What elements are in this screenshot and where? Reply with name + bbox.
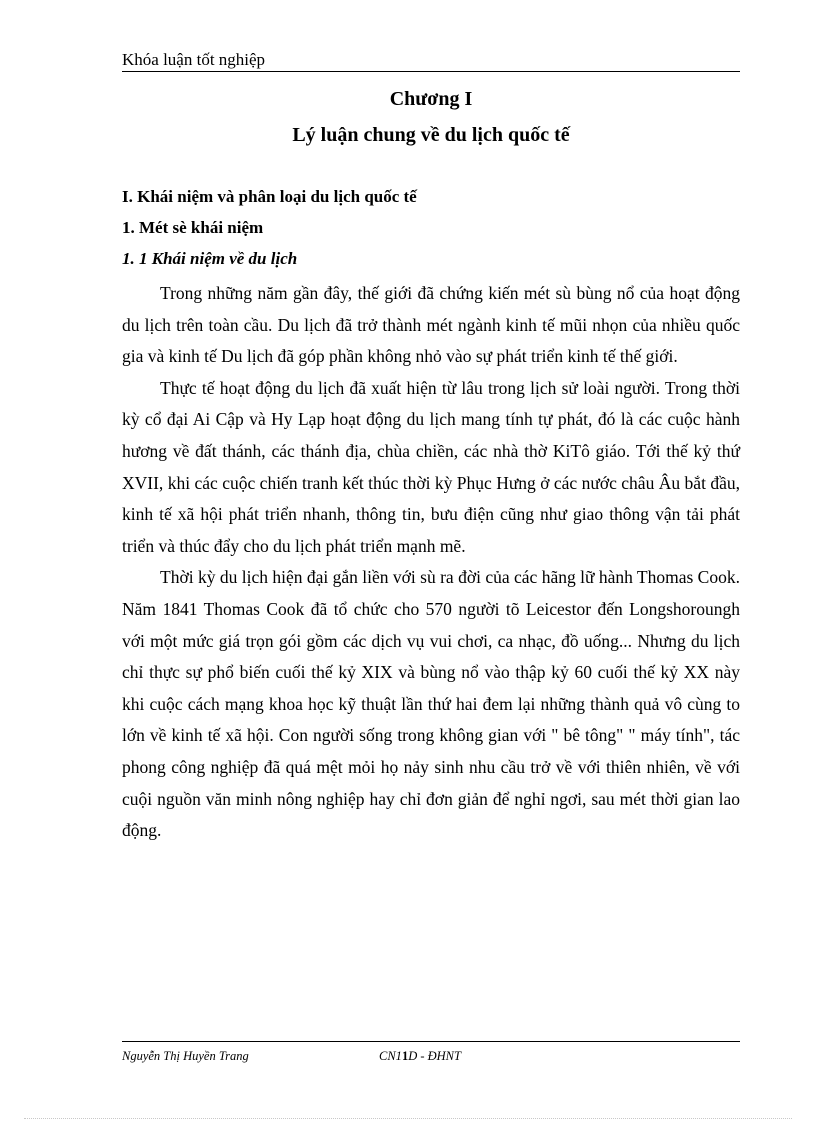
header-rule (122, 71, 740, 72)
footer-author: Nguyễn Thị Huyền Trang (122, 1049, 249, 1063)
footer-class-suffix: D - ĐHNT (408, 1049, 461, 1063)
paragraph-1: Trong những năm gần đây, thế giới đã chứng kiến mét sù bùng nổ của hoạt động du lịch trên toàn cầu. Du lịch đã trở thành mét ngành kinh tế mũi nhọn của nhiều quốc gia và kinh tế Du lịch đã góp phần không nhỏ vào sự phát triển kinh tế thế giới. (122, 283, 740, 367)
body-text (122, 278, 740, 847)
subsubsection-heading: 1. 1 Khái niệm về du lịch (122, 249, 298, 268)
running-header: Khóa luận tốt nghiệp (122, 50, 266, 69)
footer-class-prefix: CN1 (379, 1049, 402, 1063)
chapter-title: Lý luận chung về du lịch quốc tế (292, 124, 570, 146)
chapter-number: Chương I (389, 88, 473, 110)
subsection-heading: 1. Mét sè khái niệm (122, 218, 264, 237)
page-number: 1 (401, 1049, 409, 1063)
footer-rule (122, 1041, 740, 1042)
paragraph-3: Thời kỳ du lịch hiện đại gắn liền với sù ra đời của các hãng lữ hành Thomas Cook. Năm 1841 Thomas Cook đã tổ chức cho 570 người tõ Leicestor đến Longshoroungh với một mức giá trọn gói gồm các dịch vụ vui chơi, ca nhạc, đồ uống... Nhưng du lịch chỉ thực sự phổ biến cuối thế kỷ XIX và bùng nổ vào thập kỷ 60 cuối thế kỷ XX này khi cuộc cách mạng khoa học kỹ thuật lần thứ hai đem lại những thành quả vô cùng to lớn về kinh tế xã hội. Con người sống trong không gian với " bê tông" " máy tính", tác phong công nghiệp đã quá mệt mỏi họ nảy sinh nhu cầu trở về với thiên nhiên, về với cuội nguồn văn minh nông nghiệp hay chỉ đơn giản để nghỉ ngơi, sau mét thời gian lao động. (122, 567, 740, 841)
paragraph-2: Thực tế hoạt động du lịch đã xuất hiện từ lâu trong lịch sử loài người. Trong thời kỳ cổ đại Ai Cập và Hy Lạp hoạt động du lịch mang tính tự phát, đó là các cuộc hành hương về đất thánh, các thánh địa, chùa chiền, các nhà thờ KiTô giáo. Tới thế kỷ thứ XVII, khi các cuộc chiến tranh kết thúc thời kỳ Phục Hưng ở các nước châu Âu bắt đầu, kinh tế xã hội phát triển nhanh, thông tin, bưu điện cũng như giao thông vận tải phát triển và thúc đẩy cho du lịch phát triển mạnh mẽ. (122, 377, 740, 556)
footer-class (379, 1049, 461, 1064)
page-edge (24, 1118, 792, 1119)
section-heading: I. Khái niệm và phân loại du lịch quốc tế (122, 187, 417, 206)
